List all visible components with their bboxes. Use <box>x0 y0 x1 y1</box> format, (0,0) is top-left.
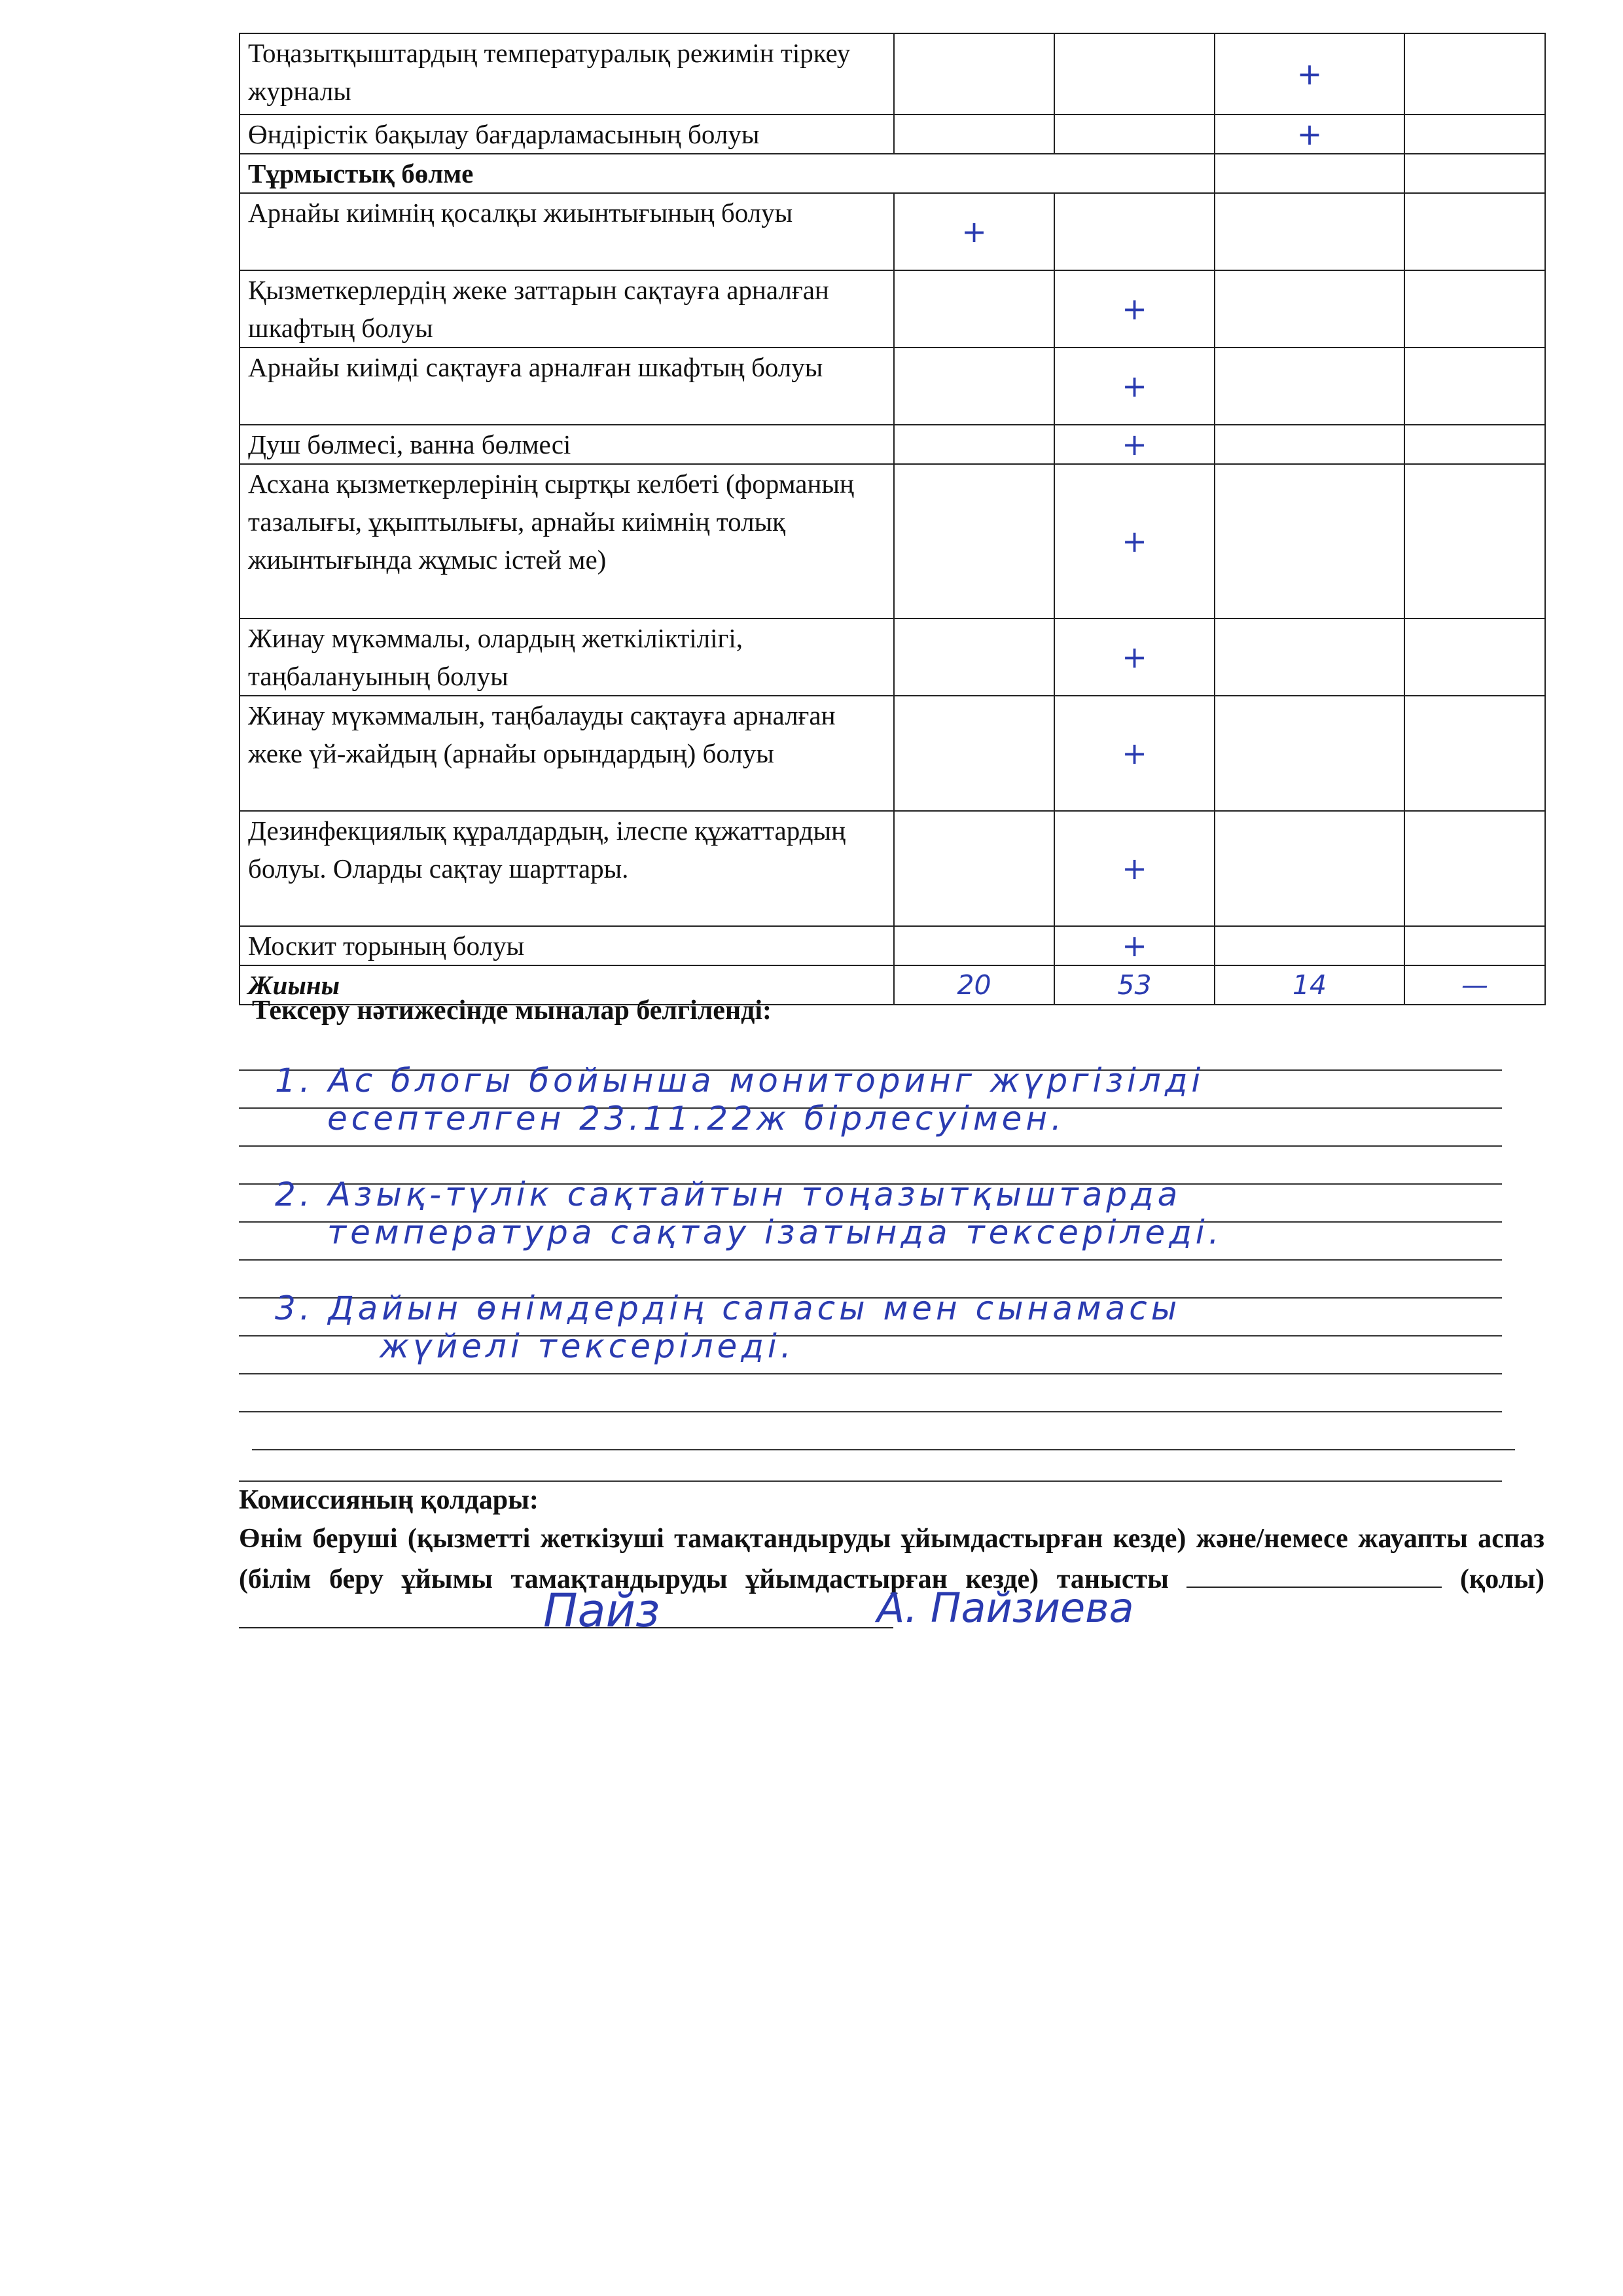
writing-line <box>239 1373 1502 1374</box>
row-mark: + <box>1054 464 1215 619</box>
row-mark <box>1054 193 1215 270</box>
row-label: Тоңазытқыштардың температуралық режимін тіркеу журналы <box>240 33 894 115</box>
row-mark: + <box>1215 33 1404 115</box>
row-mark: + <box>894 193 1054 270</box>
row-mark <box>1404 425 1545 464</box>
row-mark <box>1404 464 1545 619</box>
row-mark: + <box>1054 348 1215 425</box>
total-value: 20 <box>894 965 1054 1005</box>
table-row <box>240 926 1545 965</box>
writing-line <box>239 1259 1502 1261</box>
row-mark <box>1215 696 1404 811</box>
signatures-text-part1: Өнім беруші (қызметті жеткізуші тамақтандыруды ұйымдастырған кезде) және/немесе жауапты аспаз (білім беру ұйымы тамақтандыруды ұйымдастырған кезде) танысты <box>239 1524 1544 1594</box>
row-mark <box>1404 696 1545 811</box>
row-mark <box>1404 33 1545 115</box>
handwritten-note: температура сақтау ізатында тексеріледі. <box>327 1213 1223 1251</box>
row-label: Жинау мүкәммалын, таңбалауды сақтауға арналған жеке үй-жайдың (арнайы орындардың) болуы <box>240 696 894 811</box>
row-mark: + <box>1054 811 1215 926</box>
row-mark <box>1404 926 1545 965</box>
row-mark <box>1215 425 1404 464</box>
row-mark <box>1404 115 1545 154</box>
row-mark <box>1215 270 1404 348</box>
findings-heading: Тексеру нәтижесінде мыналар белгіленді: <box>252 996 772 1026</box>
handwritten-signature: Пайз <box>543 1584 660 1638</box>
row-label: Душ бөлмесі, ванна бөлмесі <box>240 425 894 464</box>
row-mark <box>1404 811 1545 926</box>
empty-cell <box>1404 154 1545 193</box>
row-mark: + <box>1054 619 1215 696</box>
table-row <box>240 348 1545 425</box>
table-row <box>240 811 1545 926</box>
row-mark <box>1054 115 1215 154</box>
signatures-text-part2: (қолы) <box>1460 1564 1544 1594</box>
total-label: Жиыны <box>240 965 894 1005</box>
row-label: Өндірістік бақылау бағдарламасының болуы <box>240 115 894 154</box>
writing-line <box>239 1145 1502 1147</box>
row-mark <box>1404 348 1545 425</box>
signatures-heading: Комиссияның қолдары: <box>239 1485 539 1515</box>
row-mark <box>1054 33 1215 115</box>
table-row <box>240 464 1545 619</box>
row-label: Арнайы киімді сақтауға арналған шкафтың болуы <box>240 348 894 425</box>
checklist-table <box>239 33 1546 1005</box>
table-row <box>240 33 1545 115</box>
row-label: Арнайы киімнің қосалқы жиынтығының болуы <box>240 193 894 270</box>
row-mark <box>1215 619 1404 696</box>
table-row <box>240 619 1545 696</box>
row-mark <box>1215 926 1404 965</box>
row-mark: + <box>1054 926 1215 965</box>
row-mark <box>1404 193 1545 270</box>
total-value: 53 <box>1054 965 1215 1005</box>
writing-line <box>252 1449 1515 1450</box>
handwritten-note: 1. Ас блогы бойынша мониторинг жүргізілді <box>275 1062 1205 1100</box>
table-row <box>240 270 1545 348</box>
row-mark <box>894 270 1054 348</box>
row-mark <box>894 619 1054 696</box>
row-mark <box>894 464 1054 619</box>
row-label: Дезинфекциялық құралдардың, ілеспе құжаттардың болуы. Оларды сақтау шарттары. <box>240 811 894 926</box>
row-mark <box>894 115 1054 154</box>
row-mark <box>1215 193 1404 270</box>
writing-line <box>239 1411 1502 1412</box>
row-label: Асхана қызметкерлерінің сыртқы келбеті (форманың тазалығы, ұқыптылығы, арнайы киімнің толық жиынтығында жұмыс істей ме) <box>240 464 894 619</box>
row-label: Қызметкерлердің жеке заттарын сақтауға арналған шкафтың болуы <box>240 270 894 348</box>
row-mark <box>894 33 1054 115</box>
handwritten-note: 2. Азық-түлік сақтайтын тоңазытқыштарда <box>275 1175 1182 1213</box>
row-mark <box>894 348 1054 425</box>
handwritten-name: А. Пайзиева <box>877 1584 1134 1632</box>
row-mark <box>1404 270 1545 348</box>
table-row <box>240 425 1545 464</box>
row-mark <box>894 926 1054 965</box>
row-mark: + <box>1054 270 1215 348</box>
row-mark <box>1404 619 1545 696</box>
empty-cell <box>1215 154 1404 193</box>
row-mark <box>894 696 1054 811</box>
row-mark <box>1215 348 1404 425</box>
signature-blank <box>1186 1563 1442 1588</box>
handwritten-note: есептелген 23.11.22ж бірлесуімен. <box>327 1100 1065 1138</box>
table-row <box>240 696 1545 811</box>
row-mark: + <box>1054 696 1215 811</box>
row-mark <box>1215 464 1404 619</box>
section-row <box>240 154 1545 193</box>
total-value: — <box>1404 965 1545 1005</box>
row-label: Жинау мүкәммалы, олардың жеткіліктілігі, таңбалануының болуы <box>240 619 894 696</box>
row-label: Москит торының болуы <box>240 926 894 965</box>
table-row <box>240 115 1545 154</box>
handwritten-note: 3. Дайын өнімдердің сапасы мен сынамасы <box>275 1289 1181 1327</box>
row-mark: + <box>1054 425 1215 464</box>
row-mark: + <box>1215 115 1404 154</box>
handwritten-note: жүйелі тексеріледі. <box>380 1327 795 1365</box>
section-title: Тұрмыстық бөлме <box>240 154 1215 193</box>
total-value: 14 <box>1215 965 1404 1005</box>
row-mark <box>894 425 1054 464</box>
row-mark <box>894 811 1054 926</box>
table-row <box>240 193 1545 270</box>
writing-line <box>239 1480 1502 1482</box>
row-mark <box>1215 811 1404 926</box>
